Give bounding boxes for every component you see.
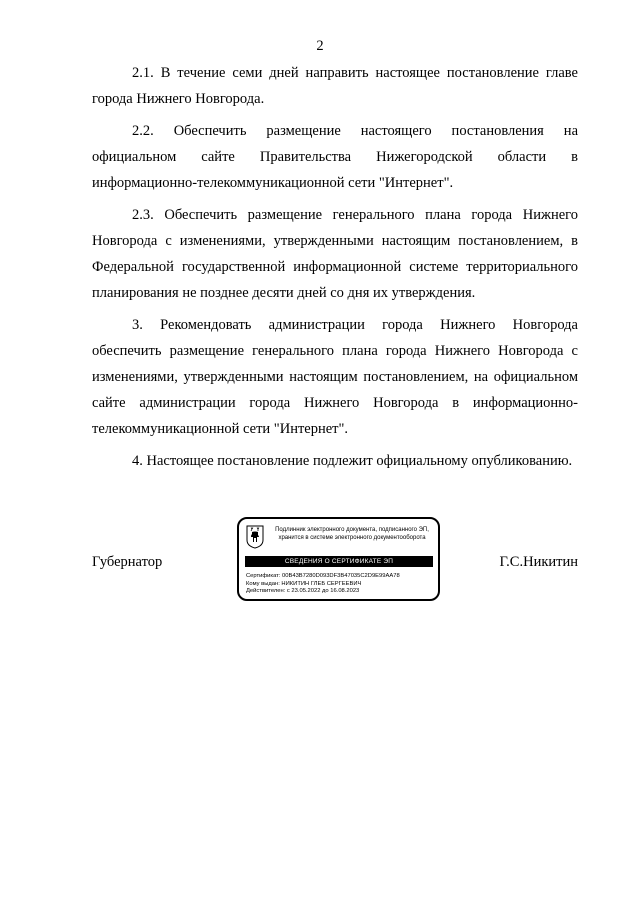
stamp-header-line: хранится в системе электронного документооборота	[278, 535, 426, 541]
paragraph-4: 4. Настоящее постановление подлежит официальному опубликованию.	[132, 453, 573, 469]
certificate-validity: Действителен: с 23.05.2022 до 16.08.2023	[246, 588, 360, 594]
electronic-signature-stamp	[237, 517, 440, 601]
certificate-info-bar: СВЕДЕНИЯ О СЕРТИФИКАТЕ ЭП	[245, 556, 433, 567]
certificate-number: Сертификат: 00B43B7280D093DF3B47035C2D9E99AA78	[246, 573, 400, 579]
signatory-name: Г.С.Никитин	[499, 554, 578, 570]
stamp-header-line: Подлинник электронного документа, подписанного ЭП,	[275, 527, 429, 533]
paragraph-2-2: 2.2. Обеспечить размещение настоящего постановления на официальном сайте Правительства Нижегородской области в информационно-телекоммуникационной сети "Интернет".	[92, 123, 578, 191]
certificate-details	[246, 573, 436, 596]
stamp-header	[267, 526, 437, 542]
document-body	[92, 60, 578, 478]
deer-emblem-icon	[246, 525, 264, 549]
signatory-title: Губернатор	[92, 554, 163, 570]
paragraph-2-3: 2.3. Обеспечить размещение генерального плана города Нижнего Новгорода с изменениями, утвержденными настоящим постановлением, в Федеральной государственной информационной системе территориального планирования не позднее десяти дней со дня их утверждения.	[92, 207, 578, 301]
paragraph-2-1: 2.1. В течение семи дней направить настоящее постановление главе города Нижнего Новгорода.	[92, 65, 578, 107]
certificate-owner: Кому выдан: НИКИТИН ГЛЕБ СЕРГЕЕВИЧ	[246, 580, 362, 587]
page-number: 2	[316, 38, 324, 54]
paragraph-3: 3. Рекомендовать администрации города Нижнего Новгорода обеспечить размещение генерального плана города Нижнего Новгорода с изменениями, утвержденными настоящим постановлением, на официальном сайте администрации города Нижнего Новгорода в информационно-телекоммуникационной сети "Интернет".	[92, 317, 578, 437]
